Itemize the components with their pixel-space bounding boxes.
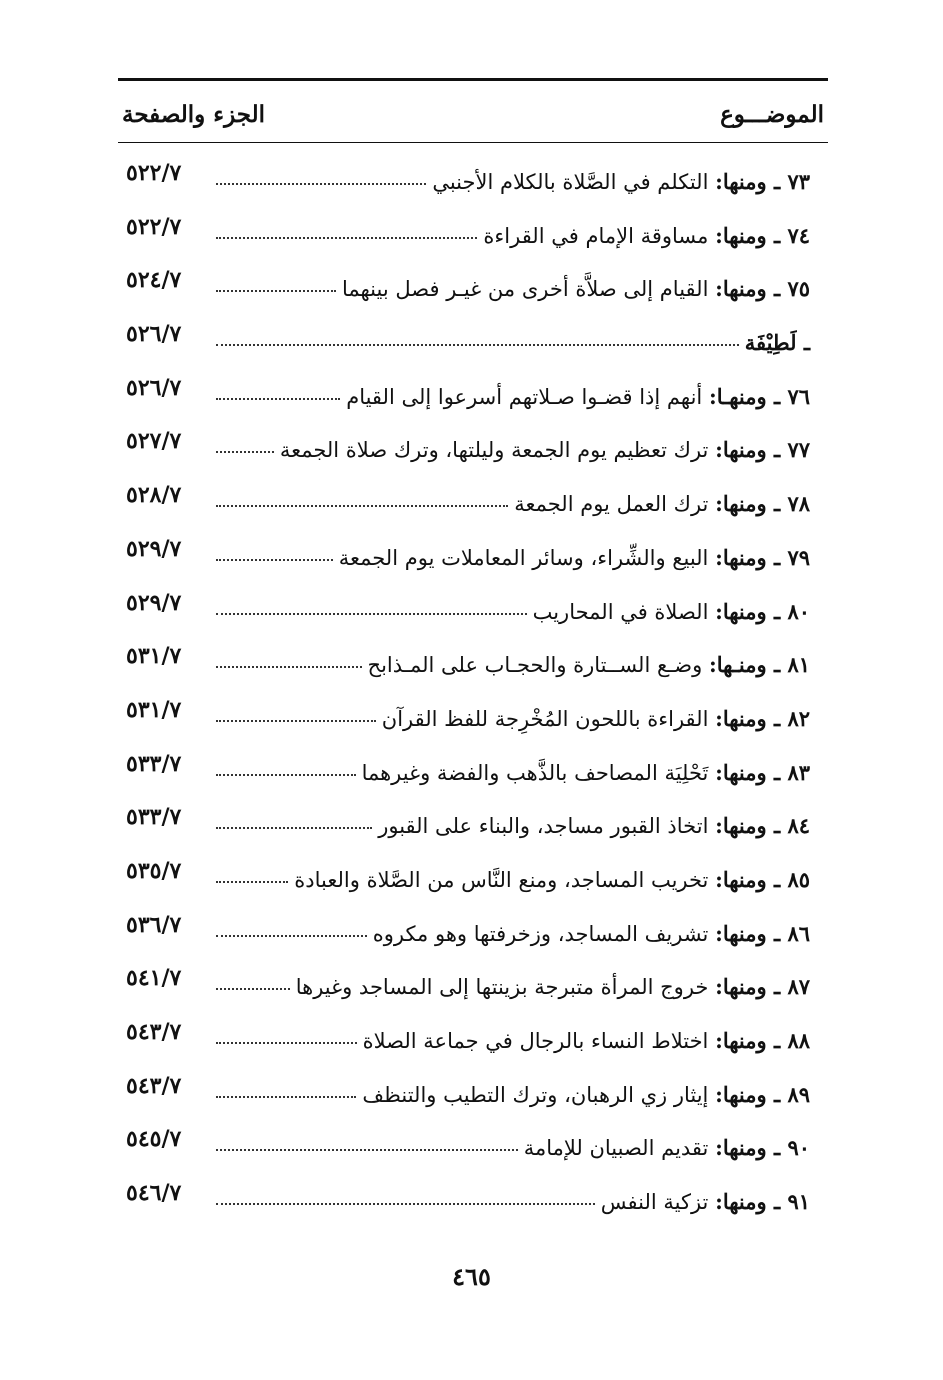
- entry-title: [357, 1028, 810, 1053]
- toc-entry[interactable]: [118, 420, 828, 474]
- entry-title-area: [210, 910, 810, 946]
- entry-title: [336, 276, 810, 301]
- entry-text: ترك العمل يوم الجمعة: [514, 492, 709, 517]
- entry-text: وضـع الســتارة والحجـاب على المـذابح: [367, 653, 703, 678]
- entry-title-area: [210, 695, 810, 731]
- toc-entry[interactable]: [118, 957, 828, 1011]
- entry-title: [595, 1189, 810, 1214]
- entry-number: ٧٥ ـ ومنها:: [715, 276, 810, 302]
- dotted-leader: [216, 720, 376, 722]
- entry-title-area: [210, 588, 810, 624]
- entry-page-ref: ٥٢٢/٧: [126, 213, 182, 240]
- entry-title-area: [210, 319, 810, 355]
- entry-text: القراءة باللحون المُخْرِجة للفظ القرآن: [381, 706, 709, 731]
- entry-number: ٨٥ ـ ومنها:: [715, 866, 810, 892]
- entry-page-ref: ٥٤٦/٧: [126, 1180, 182, 1207]
- entry-number: ٨٤ ـ ومنها:: [715, 813, 810, 839]
- entry-number: ٧٧ ـ ومنها:: [715, 437, 810, 463]
- entry-page-ref: ٥٢٩/٧: [126, 535, 182, 562]
- entry-number: ٨٠ ـ ومنها:: [715, 598, 810, 624]
- toc-entry[interactable]: [118, 796, 828, 850]
- entry-title: [508, 491, 810, 516]
- entry-page-ref: ٥٢٤/٧: [126, 267, 182, 294]
- entry-page-ref: ٥٣٣/٧: [126, 804, 182, 831]
- entry-title: [527, 599, 810, 624]
- toc-entries: [118, 152, 828, 1226]
- entry-title: [739, 330, 810, 355]
- entry-title-area: [210, 1017, 810, 1053]
- dotted-leader: [216, 1096, 356, 1098]
- entry-title: [367, 921, 810, 946]
- toc-entry[interactable]: [118, 582, 828, 636]
- dotted-leader: [216, 774, 356, 776]
- dotted-leader: [216, 451, 274, 453]
- toc-entry[interactable]: [118, 259, 828, 313]
- entry-number: ٨٦ ـ ومنها:: [715, 920, 810, 946]
- toc-entry[interactable]: [118, 743, 828, 797]
- dotted-leader: [216, 344, 739, 346]
- entry-title: [518, 1135, 810, 1160]
- entry-title: [356, 760, 810, 785]
- dotted-leader: [216, 1149, 518, 1151]
- entry-title-area: [210, 856, 810, 892]
- entry-title-area: [210, 265, 810, 301]
- entry-number: ٨٣ ـ ومنها:: [715, 759, 810, 785]
- entry-page-ref: ٥٢٦/٧: [126, 321, 182, 348]
- entry-text: تَحْلِيَة المصاحف بالذَّهب والفضة وغيرهما: [361, 760, 709, 785]
- toc-page: [118, 78, 828, 1308]
- dotted-leader: [216, 613, 527, 615]
- toc-entry[interactable]: [118, 367, 828, 421]
- entry-text: تشريف المساجد، وزخرفتها وهو مكروه: [372, 921, 709, 946]
- entry-title-area: [210, 641, 810, 677]
- entry-text: القيام إلى صلاَّة أخرى من غيـر فصل بينهما: [341, 277, 709, 302]
- toc-entry[interactable]: [118, 1065, 828, 1119]
- entry-text: تخريب المساجد، ومنع النَّاس من الصَّلاة والعبادة: [294, 867, 709, 892]
- volume-page-column-header: الجزء والصفحة: [122, 100, 266, 128]
- toc-entry[interactable]: [118, 1118, 828, 1172]
- entry-title: [274, 437, 810, 462]
- entry-text: مساوقة الإمام في القراءة: [483, 223, 709, 248]
- dotted-leader: [216, 1042, 357, 1044]
- toc-entry[interactable]: [118, 850, 828, 904]
- page-number: ٤٦٥: [452, 1262, 491, 1291]
- toc-entry[interactable]: [118, 313, 828, 367]
- entry-page-ref: ٥٤٣/٧: [126, 1019, 182, 1045]
- entry-text: تزكية النفس: [600, 1190, 709, 1215]
- entry-title-area: [210, 534, 810, 570]
- entry-text: التكلم في الصَّلاة بالكلام الأجنبي: [432, 170, 709, 194]
- toc-entry[interactable]: [118, 474, 828, 528]
- entry-title-area: [210, 426, 810, 462]
- entry-title-area: [210, 373, 810, 409]
- entry-text: اختلاط النساء بالرجال في جماعة الصلاة: [362, 1029, 709, 1053]
- dotted-leader: [216, 827, 372, 829]
- entry-page-ref: ٥٣٦/٧: [126, 911, 182, 938]
- entry-page-ref: ٥٢٢/٧: [126, 160, 182, 186]
- toc-entry[interactable]: [118, 528, 828, 582]
- entry-page-ref: ٥٢٩/٧: [126, 589, 182, 616]
- entry-number: ٧٦ ـ ومنهـا:: [708, 383, 810, 409]
- dotted-leader: [216, 1203, 595, 1205]
- entry-page-ref: ٥٤٥/٧: [126, 1126, 182, 1153]
- dotted-leader: [216, 237, 477, 239]
- toc-entry[interactable]: [118, 152, 828, 206]
- entry-title: [340, 384, 810, 409]
- toc-entry[interactable]: [118, 904, 828, 958]
- entry-title: [372, 813, 810, 838]
- entry-page-ref: ٥٤١/٧: [126, 965, 182, 992]
- entry-title-area: [210, 749, 810, 785]
- entry-page-ref: ٥٢٧/٧: [126, 428, 182, 455]
- dotted-leader: [216, 290, 336, 292]
- entry-number: ٧٤ ـ ومنها:: [715, 222, 810, 248]
- entry-text: إيثار زي الرهبان، وترك التطيب والتنظف: [362, 1082, 709, 1107]
- entry-title: [356, 1082, 810, 1107]
- entry-number: ٨٩ ـ ومنها:: [715, 1081, 810, 1107]
- entry-text: ترك تعظيم يوم الجمعة وليلتها، وترك صلاة الجمعة: [279, 438, 709, 463]
- dotted-leader: [216, 988, 290, 990]
- dotted-leader: [216, 666, 362, 668]
- dotted-leader: [216, 881, 288, 883]
- entry-title-area: [210, 1178, 810, 1214]
- entry-title-area: [210, 963, 810, 999]
- dotted-leader: [216, 935, 367, 937]
- entry-page-ref: ٥٢٨/٧: [126, 482, 182, 509]
- top-rule: [118, 78, 828, 81]
- entry-title-area: [210, 158, 810, 194]
- entry-title: [426, 169, 810, 194]
- entry-text: الصلاة في المحاريب: [532, 599, 709, 624]
- entry-number: ـ لَطِيْفَة: [744, 330, 810, 356]
- entry-number: ٨٧ ـ ومنها:: [715, 974, 810, 1000]
- entry-text: أنهم إذا قضـوا صـلاتهم أسرعوا إلى القيام: [346, 384, 703, 409]
- header-rule: [118, 142, 828, 143]
- entry-page-ref: ٥٣١/٧: [126, 643, 182, 670]
- dotted-leader: [216, 183, 426, 185]
- entry-number: ٨٨ ـ ومنها:: [715, 1028, 810, 1053]
- entry-number: ٧٩ ـ ومنها:: [715, 544, 810, 570]
- dotted-leader: [216, 398, 340, 400]
- entry-page-ref: ٥٣٥/٧: [126, 857, 182, 884]
- entry-page-ref: ٥٤٣/٧: [126, 1072, 182, 1099]
- entry-number: ٨٢ ـ ومنها:: [715, 705, 810, 731]
- table-header: [118, 92, 828, 136]
- toc-entry[interactable]: [118, 635, 828, 689]
- entry-title-area: [210, 802, 810, 838]
- entry-text: خروج المرأة متبرجة بزينتها إلى المساجد وغيرها: [295, 975, 709, 1000]
- entry-number: ٧٣ ـ ومنها:: [715, 169, 810, 194]
- entry-text: اتخاذ القبور مساجد، والبناء على القبور: [378, 814, 709, 839]
- toc-entry[interactable]: [118, 1172, 828, 1226]
- entry-title-area: [210, 212, 810, 248]
- entry-number: ٧٨ ـ ومنها:: [715, 491, 810, 517]
- entry-page-ref: ٥٢٦/٧: [126, 374, 182, 401]
- toc-entry[interactable]: [118, 206, 828, 260]
- entry-number: ٨١ ـ ومنـها:: [708, 652, 810, 678]
- toc-entry[interactable]: [118, 689, 828, 743]
- entry-title-area: [210, 1071, 810, 1107]
- entry-number: ٩١ ـ ومنها:: [715, 1189, 810, 1215]
- entry-title: [288, 867, 810, 892]
- entry-number: ٩٠ ـ ومنها:: [715, 1135, 810, 1161]
- dotted-leader: [216, 505, 508, 507]
- entry-title: [290, 974, 810, 999]
- entry-title-area: [210, 480, 810, 516]
- entry-page-ref: ٥٣٣/٧: [126, 750, 182, 777]
- topic-column-header: الموضـــوع: [720, 100, 824, 128]
- dotted-leader: [216, 559, 333, 561]
- entry-title: [376, 706, 810, 731]
- entry-text: البيع والشِّراء، وسائر المعاملات يوم الجمعة: [338, 545, 709, 570]
- entry-text: تقديم الصبيان للإمامة: [523, 1136, 709, 1161]
- entry-title: [333, 545, 810, 570]
- toc-entry[interactable]: [118, 1011, 828, 1065]
- entry-title-area: [210, 1124, 810, 1160]
- entry-page-ref: ٥٣١/٧: [126, 696, 182, 723]
- entry-title: [362, 652, 810, 677]
- entry-title: [477, 223, 810, 248]
